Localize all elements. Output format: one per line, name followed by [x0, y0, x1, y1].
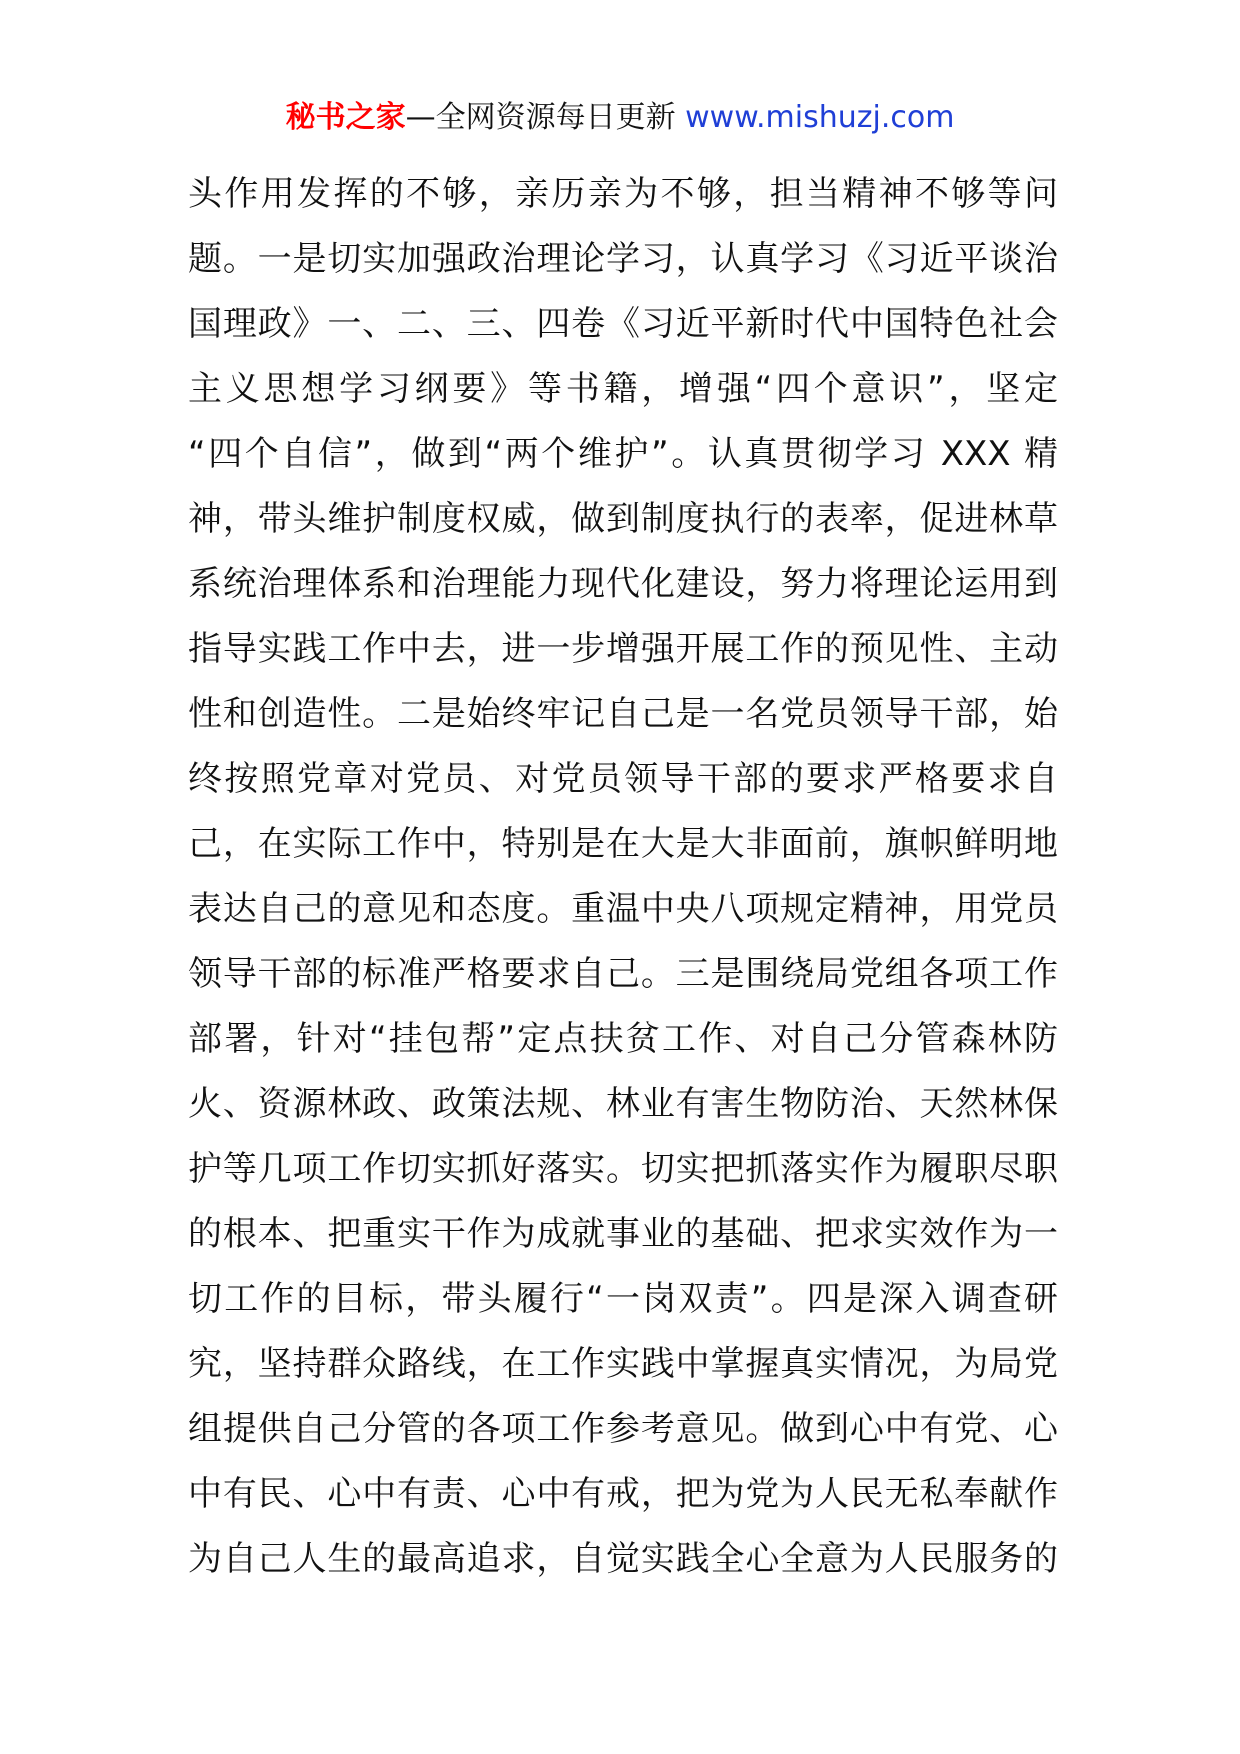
text-line: 己，在实际工作中，特别是在大是大非面前，旗帜鲜明地 — [188, 824, 1058, 864]
text-line: 切工作的目标，带头履行“一岗双责”。四是深入调查研 — [188, 1279, 1058, 1319]
text-line: 组提供自己分管的各项工作参考意见。做到心中有党、心 — [188, 1409, 1058, 1449]
page-header — [0, 98, 1240, 138]
text-line: 部署，针对“挂包帮”定点扶贫工作、对自己分管森林防 — [188, 1019, 1058, 1059]
text-line: 中有民、心中有责、心中有戒，把为党为人民无私奉献作 — [188, 1474, 1058, 1514]
header-brand: 秘书之家 — [285, 100, 406, 135]
header-slogan: —全网资源每日更新 — [405, 100, 686, 135]
header-url-link[interactable]: www.mishuzj.com — [685, 100, 955, 135]
text-line: 究，坚持群众路线，在工作实践中掌握真实情况，为局党 — [188, 1344, 1058, 1384]
text-line: “四个自信”，做到“两个维护”。认真贯彻学习 XXX 精 — [188, 434, 1058, 474]
text-line: 指导实践工作中去，进一步增强开展工作的预见性、主动 — [188, 629, 1058, 669]
document-body — [188, 162, 1058, 1592]
text-line: 终按照党章对党员、对党员领导干部的要求严格要求自 — [188, 759, 1058, 799]
text-line: 的根本、把重实干作为成就事业的基础、把求实效作为一 — [188, 1214, 1058, 1254]
text-line: 题。一是切实加强政治理论学习，认真学习《习近平谈治 — [188, 239, 1058, 279]
text-line: 为自己人生的最高追求，自觉实践全心全意为人民服务的 — [188, 1539, 1058, 1579]
text-line: 火、资源林政、政策法规、林业有害生物防治、天然林保 — [188, 1084, 1058, 1124]
text-line: 领导干部的标准严格要求自己。三是围绕局党组各项工作 — [188, 954, 1058, 994]
text-line: 系统治理体系和治理能力现代化建设，努力将理论运用到 — [188, 564, 1058, 604]
text-line: 主义思想学习纲要》等书籍，增强“四个意识”，坚定 — [188, 369, 1058, 409]
text-line: 神，带头维护制度权威，做到制度执行的表率，促进林草 — [188, 499, 1058, 539]
text-line: 护等几项工作切实抓好落实。切实把抓落实作为履职尽职 — [188, 1149, 1058, 1189]
text-line: 性和创造性。二是始终牢记自己是一名党员领导干部，始 — [188, 694, 1058, 734]
text-line: 头作用发挥的不够，亲历亲为不够，担当精神不够等问 — [188, 174, 1058, 214]
text-line: 表达自己的意见和态度。重温中央八项规定精神，用党员 — [188, 889, 1058, 929]
text-line: 国理政》一、二、三、四卷《习近平新时代中国特色社会 — [188, 304, 1058, 344]
